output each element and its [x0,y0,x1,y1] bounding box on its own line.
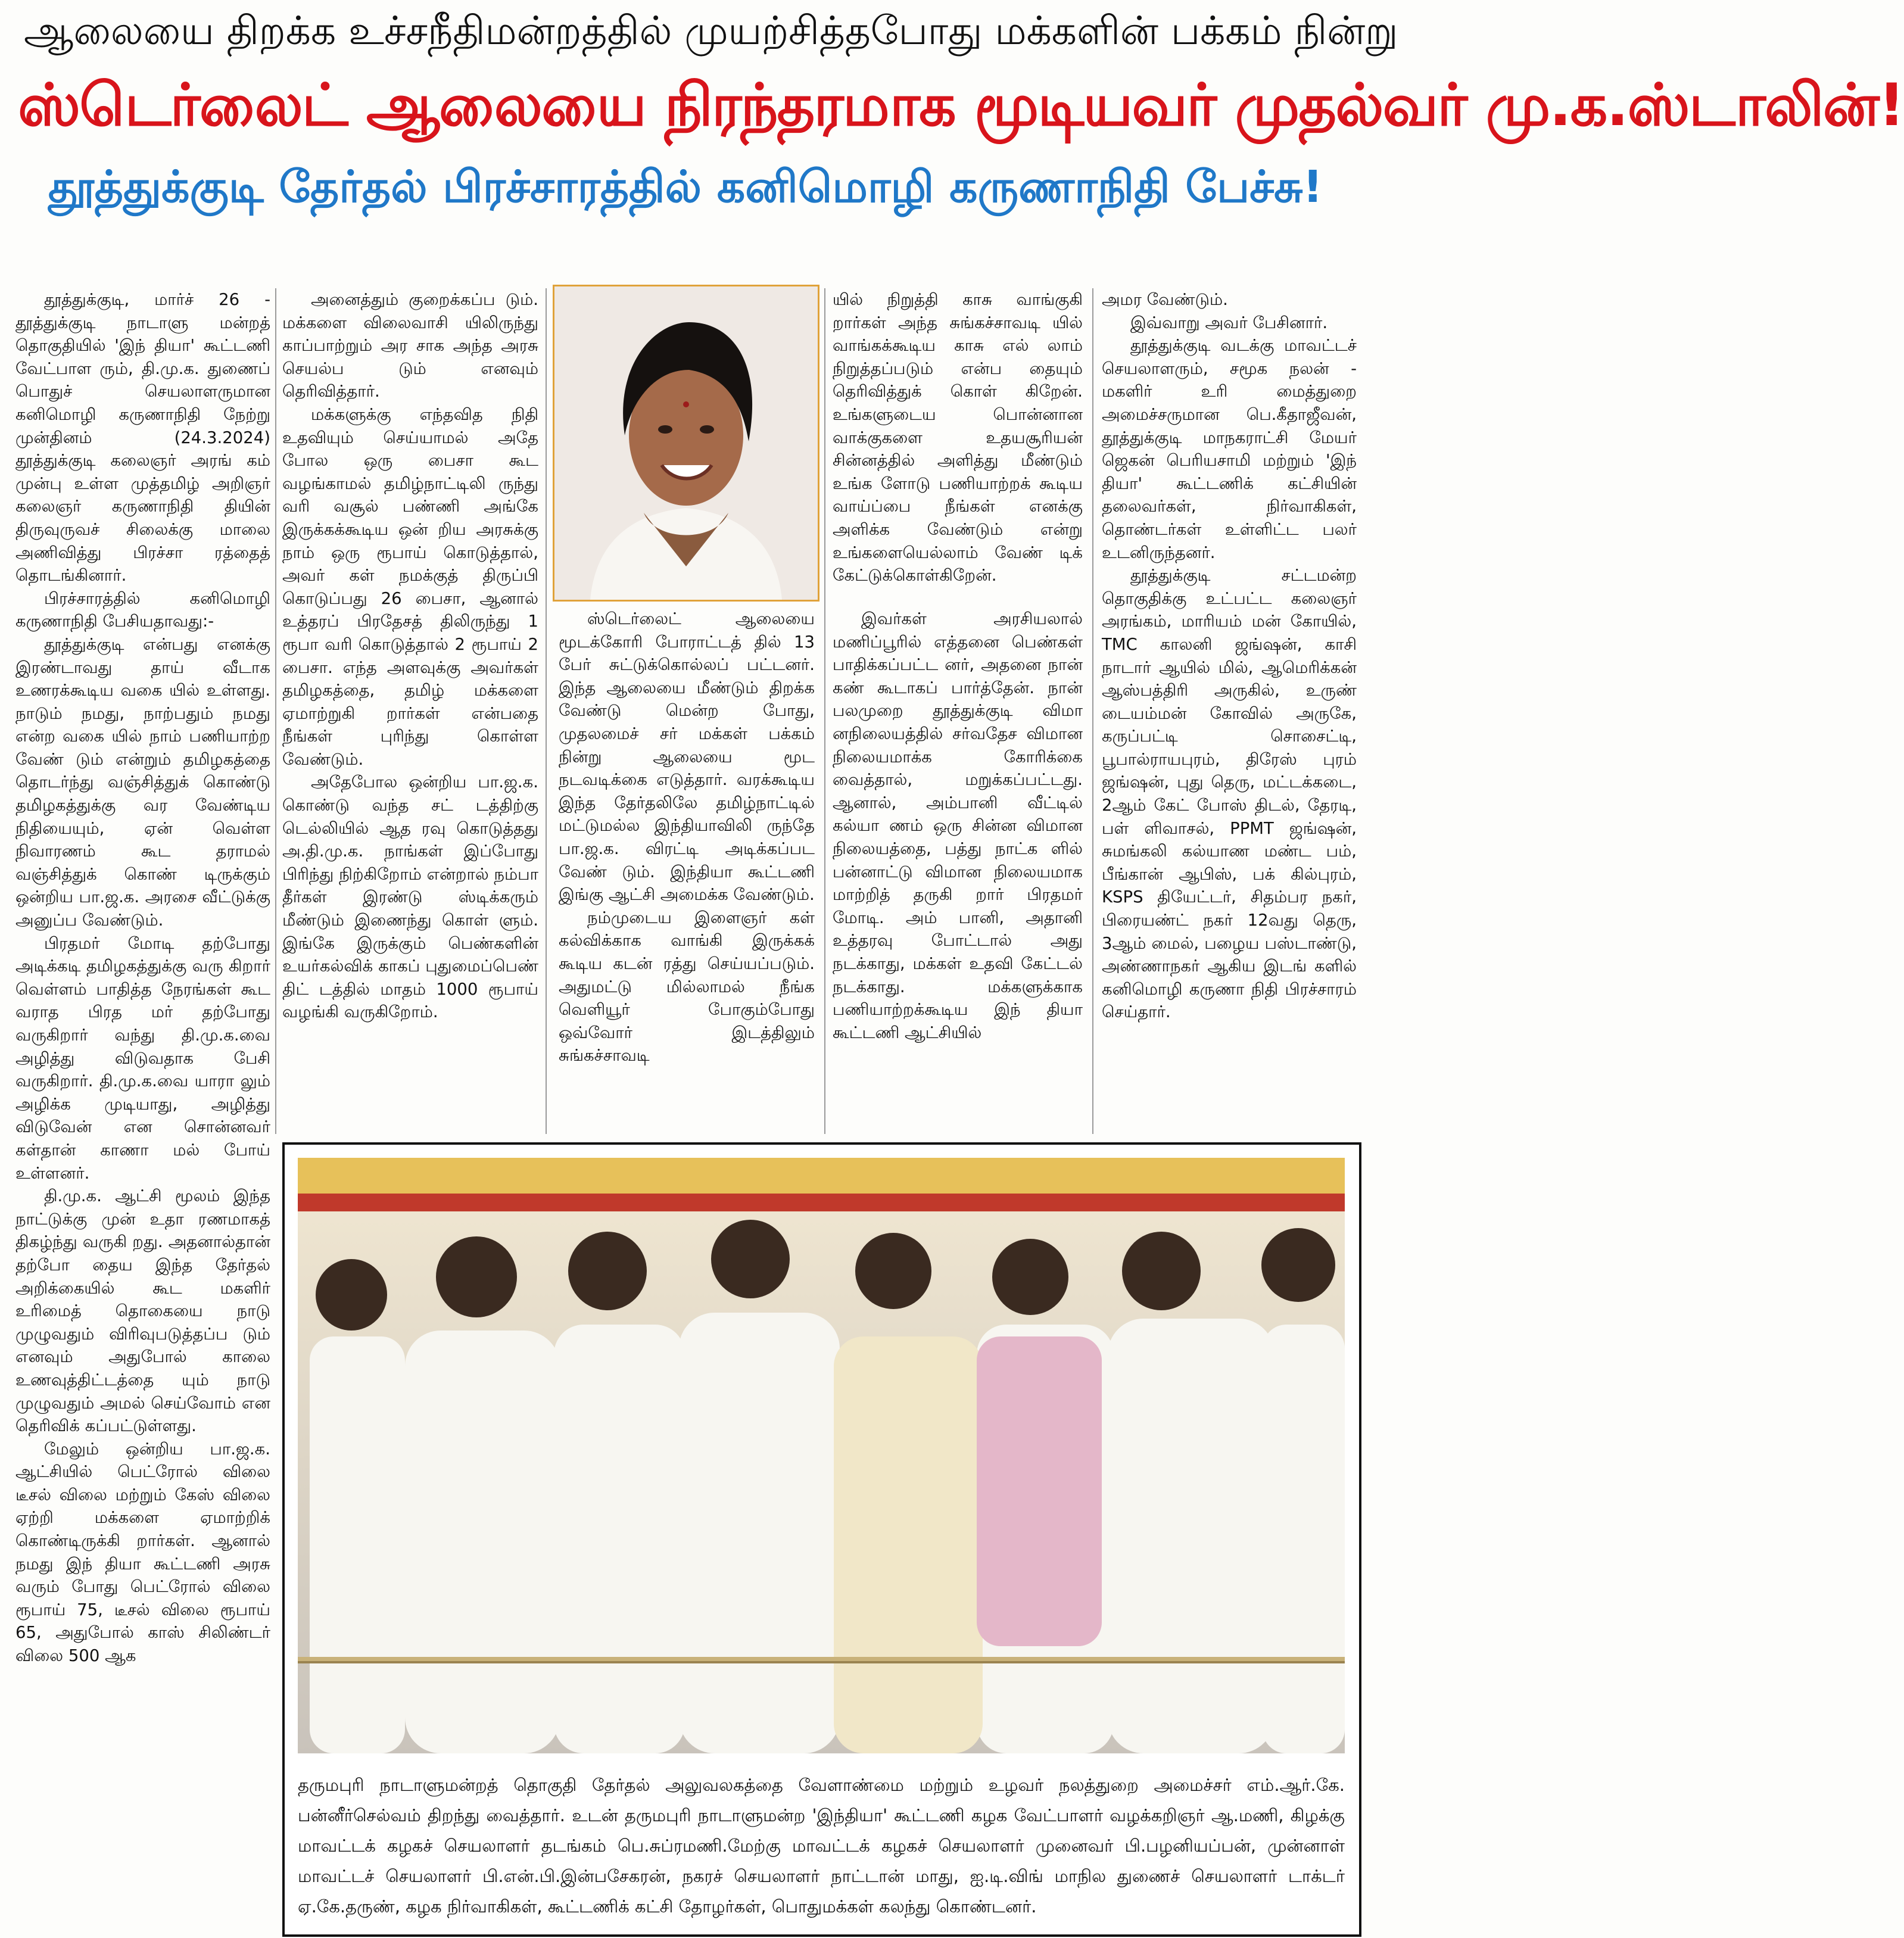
paragraph: பிரச்சாரத்தில் கனிமொழி கருணாநிதி பேசியதாவது:- [15,588,270,631]
article-column-3 [559,607,815,1122]
paragraph: இவர்கள் அரசியலால் மணிப்பூரில் எத்தனை பெண்கள் பாதிக்கப்பட்ட னர், அதனை நான் கண் கூடாகப் பார்த்தேன். நான் பலமுறை தூத்துக்குடி விமா னநிலையத்தில் சர்வதேச விமான நிலையமாக்க கோரிக்கை வைத்தால், மறுக்கப்பட்டது. ஆனால், அம்பானி வீட்டில் கல்யா ணம் ஒரு சின்ன விமான நிலையத்தை, பத்து நாட்க ளில் பன்னாட்டு விமான நிலையமாக மாற்றித் தருகி றார் பிரதமர் மோடி. அம் பானி, அதானி உத்தரவு போட்டால் அது நடக்காது, மக்கள் உதவி கேட்டல் நடக்காது. மக்களுக்காக பணியாற்றக்கூடிய இந் தியா கூட்டணி ஆட்சியில் [833,609,1083,1042]
paragraph: தூத்துக்குடி சட்டமன்ற தொகுதிக்கு உட்பட்ட கலைஞர் அரங்கம், மாரியம் மன் கோயில், TMC காலனி ஜங்ஷன், காசி நாடார் ஆயில் மில், ஆமெரிக்கன் ஆஸ்பத்திரி அருகில், உருண் டையம்மன் கோவில் அருகே, கருப்பட்டி சொசைட்டி, பூபால்ராயபுரம், திரேஸ் புரம் ஜங்ஷன், புது தெரு, மட்டக்கடை, 2ஆம் கேட் போஸ் திடல், தேரடி, பள் ளிவாசல், PPMT ஜங்ஷன், சுமங்கலி கல்யாண மண்ட பம், பீங்கான் ஆபிஸ், பக் கில்புரம், KSPS தியேட்டர், சிதம்பர நகர், பிரையண்ட் நகர் 12வது தெரு, 3ஆம் மைல், பழைய பஸ்டாண்டு, அண்ணாநகர் ஆகிய இடங் களில் கனிமொழி கருணா நிதி பிரச்சாரம் செய்தார். [1102,566,1357,1022]
paragraph: அதேபோல ஒன்றிய பா.ஜ.க. கொண்டு வந்த சட் டத்திற்கு டெல்லியில் ஆத ரவு கொடுத்தது அ.தி.மு.க. நாங்கள் இப்போது பிரிந்து நிற்கிறோம் என்றால் நம்பா தீர்கள் இரண்டு ஸ்டிக்கரும் மீண்டும் இணைந்து கொள் ளும். இங்கே இருக்கும் பெண்களின் உயர்கல்விக் காகப் புதுமைப்பெண் திட் டத்தில் மாதம் 1000 ரூபாய் வழங்கி வருகிறோம். [282,772,538,1022]
paragraph: தி.மு.க. ஆட்சி மூலம் இந்த நாட்டுக்கு முன் உதா ரணமாகத் திகழ்ந்து வருகி றது. அதனால்தான் தற்போ தைய இந்த தேர்தல் அறிக்கையில் கூட மகளிர் உரிமைத் தொகையை நாடு முழுவதும் விரிவுபடுத்தப்ப டும் எனவும் அதுபோல் காலை உணவுத்திட்டத்தை யும் நாடு முழுவதும் அமல் செய்வோம் என தெரிவிக் கப்பட்டுள்ளது. [15,1186,270,1436]
main-headline: ஸ்டெர்லைட் ஆலையை நிரந்தரமாக மூடியவர் முதல்வர் மு.க.ஸ்டாலின்! [18,71,1904,139]
article-column-4-top [833,288,1083,607]
article-column-5 [1102,288,1357,1122]
article-column-4-bottom [833,607,1083,1122]
ribbon-cutting-illustration [298,1158,1345,1753]
kicker-headline: ஆலையை திறக்க உச்சநீதிமன்றத்தில் முயற்சித்தபோது மக்களின் பக்கம் நின்று [24,8,1398,54]
paragraph: இவ்வாறு அவர் பேசினார். [1130,313,1328,332]
paragraph: ஸ்டெர்லைட் ஆலையை மூடக்கோரி போராட்டத் தில் 13 பேர் சுட்டுக்கொல்லப் பட்டனர். இந்த ஆலையை மீண்டும் திறக்க வேண்டு மென்ற போது, முதலமைச் சர் மக்கள் பக்கம் நின்று ஆலையை மூட நடவடிக்கை எடுத்தார். வரக்கூடிய இந்த தேர்தலிலே தமிழ்நாட்டில் மட்டுமல்ல இந்தியாவிலி ருந்தே பா.ஜ.க. விரட்டி அடிக்கப்பட வேண் டும். இந்தியா கூட்டணி இங்கு ஆட்சி அமைக்க வேண்டும். [559,609,815,905]
article-column-1 [15,288,270,1926]
paragraph: அமர வேண்டும். [1102,290,1228,309]
sub-headline: தூத்துக்குடி தேர்தல் பிரச்சாரத்தில் கனிமொழி கருணாநிதி பேச்சு! [48,161,1323,213]
event-photo-box [282,1142,1361,1937]
event-photo [298,1158,1345,1753]
paragraph: அனைத்தும் குறைக்கப்ப டும். மக்களை விலைவாசி யிலிருந்து காப்பாற்றும் அர சாக அந்த அரசு செயல்ப டும் எனவும் தெரிவித்தார். [282,290,538,401]
paragraph: மக்களுக்கு எந்தவித நிதி உதவியும் செய்யாமல் அதே போல ஒரு பைசா கூட வழங்காமல் தமிழ்நாட்டிலி ருந்து வரி வசூல் பண்ணி அங்கே இருக்கக்கூடிய ஒன் றிய அரசுக்கு நாம் ஒரு ரூபாய் கொடுத்தால், அவர் கள் நமக்குத் திருப்பி கொடுப்பது 26 பைசா, ஆனால் உத்தரப் பிரதேசத் திலிருந்து 1 ரூபா வரி கொடுத்தால் 2 ரூபாய் 2 பைசா. எந்த அளவுக்கு அவர்கள் தமிழகத்தை, தமிழ் மக்களை ஏமாற்றுகி றார்கள் என்பதை நீங்கள் புரிந்து கொள்ள வேண்டும். [282,404,538,769]
paragraph: நம்முடைய இளைஞர் கள் கல்விக்காக வாங்கி இருக்கக் கூடிய கடன் ரத்து செய்யப்படும். அதுமட்டு மில்லாமல் நீங்க வெளியூர் போகும்போது ஒவ்வோர் இடத்திலும் சுங்கச்சாவடி [559,908,815,1065]
paragraph: மேலும் ஒன்றிய பா.ஜ.க. ஆட்சியில் பெட்ரோல் விலை டீசல் விலை மற்றும் கேஸ் விலை ஏற்றி மக்களை ஏமாற்றிக் கொண்டிருக்கி றார்கள். ஆனால் நமது இந் தியா கூட்டணி அரசு வரும் போது பெட்ரோல் விலை ரூபாய் 75, டீசல் விலை ரூபாய் 65, அதுபோல் காஸ் சிலிண்டர் விலை 500 ஆக [15,1439,270,1666]
paragraph: தூத்துக்குடி, மார்ச் 26 - தூத்துக்குடி நாடாளு மன்றத் தொகுதியில் 'இந் தியா' கூட்டணி வேட்பாள ரும், தி.மு.க. துணைப் பொதுச் செயலாளருமான கனிமொழி கருணாநிதி நேற்று முன்தினம் (24.3.2024) தூத்துக்குடி கலைஞர் அரங் கம் முன்பு உள்ள முத்தமிழ் அறிஞர் கலைஞர் கருணாநிதி தியின் திருவுருவச் சிலைக்கு மாலை அணிவித்து பிரச்சா ரத்தைத் தொடங்கினார். [15,290,270,585]
paragraph: தூத்துக்குடி வடக்கு மாவட்டச் செயலாளரும், சமூக நலன் - மகளிர் உரி மைத்துறை அமைச்சருமான பெ.கீதாஜீவன், தூத்துக்குடி மாநகராட்சி மேயர் ஜெகன் பெரியசாமி மற்றும் 'இந் தியா' கூட்டணிக் கட்சியின் தலைவர்கள், நிர்வாகிகள், தொண்டர்கள் உள்ளிட்ட பலர் உடனிருந்தனர். [1102,336,1357,562]
column-divider [824,288,825,1134]
portrait-photo [553,285,819,602]
column-divider [546,288,547,1134]
portrait-illustration [554,286,818,600]
paragraph: பிரதமர் மோடி தற்போது அடிக்கடி தமிழகத்துக்கு வரு கிறார் வெள்ளம் பாதித்த நேரங்கள் கூட வராத பிரத மர் தற்போது வருகிறார் வந்து தி.மு.க.வை அழித்து விடுவதாக பேசி வருகிறார். தி.மு.க.வை யாரா லும் அழிக்க முடியாது, அழித்து விடுவேன் என சொன்னவர் கள்தான் காணா மல் போய் உள்ளனர். [15,933,270,1183]
paragraph: தூத்துக்குடி என்பது எனக்கு இரண்டாவது தாய் வீடாக உணரக்கூடிய வகை யில் உள்ளது. நாடும் நமது, நாற்பதும் நமது என்ற வகை யில் நாம் பணியாற்ற வேண் டும் என்றும் தமிழகத்தை தொடர்ந்து வஞ்சித்துக் கொண்டு தமிழகத்துக்கு வர வேண்டிய நிதியையும், ஏன் வெள்ள நிவாரணம் கூட தராமல் வஞ்சித்துக் கொண் டிருக்கும் ஒன்றிய பா.ஜ.க. அரசை வீட்டுக்கு அனுப்ப வேண்டும். [15,634,270,930]
article-column-2 [282,288,538,1122]
column-divider [275,288,276,1134]
paragraph: யில் நிறுத்தி காசு வாங்குகி றார்கள் அந்த சுங்கச்சாவடி யில் வாங்கக்கூடிய காசு எல் லாம் நிறுத்தப்படும் என்ப தையும் தெரிவித்துக் கொள் கிறேன். உங்களுடைய பொன்னான வாக்குகளை உதயசூரியன் சின்னத்தில் அளித்து மீண்டும் உங்க ளோடு பணியாற்றக் கூடிய வாய்ப்பை நீங்கள் எனக்கு அளிக்க வேண்டும் என்று உங்களையெல்லாம் வேண் டிக் கேட்டுக்கொள்கிறேன். [833,290,1083,585]
column-divider [1092,288,1093,1134]
photo-caption: தருமபுரி நாடாளுமன்றத் தொகுதி தேர்தல் அலுவலகத்தை வேளாண்மை மற்றும் உழவர் நலத்துறை அமைச்சர் எம்.ஆர்.கே. பன்னீர்செல்வம் திறந்து வைத்தார். உடன் தருமபுரி நாடாளுமன்ற 'இந்தியா' கூட்டணி கழக வேட்பாளர் வழக்கறிஞர் ஆ.மணி, கிழக்கு மாவட்டக் கழகச் செயலாளர் தடங்கம் பெ.சுப்ரமணி.மேற்கு மாவட்டக் கழகச் செயலாளர் முனைவர் பி.பழனியப்பன், முன்னாள் மாவட்டச் செயலாளர் பி.என்.பி.இன்பசேகரன், நகரச் செயலாளர் நாட்டான் மாது, ஐ.டி.விங் மாநில துணைச் செயலாளர் டாக்டர் ஏ.கே.தருண், கழக நிர்வாகிகள், கூட்டணிக் கட்சி தோழர்கள், பொதுமக்கள் கலந்து கொண்டனர். [298,1775,1345,1917]
